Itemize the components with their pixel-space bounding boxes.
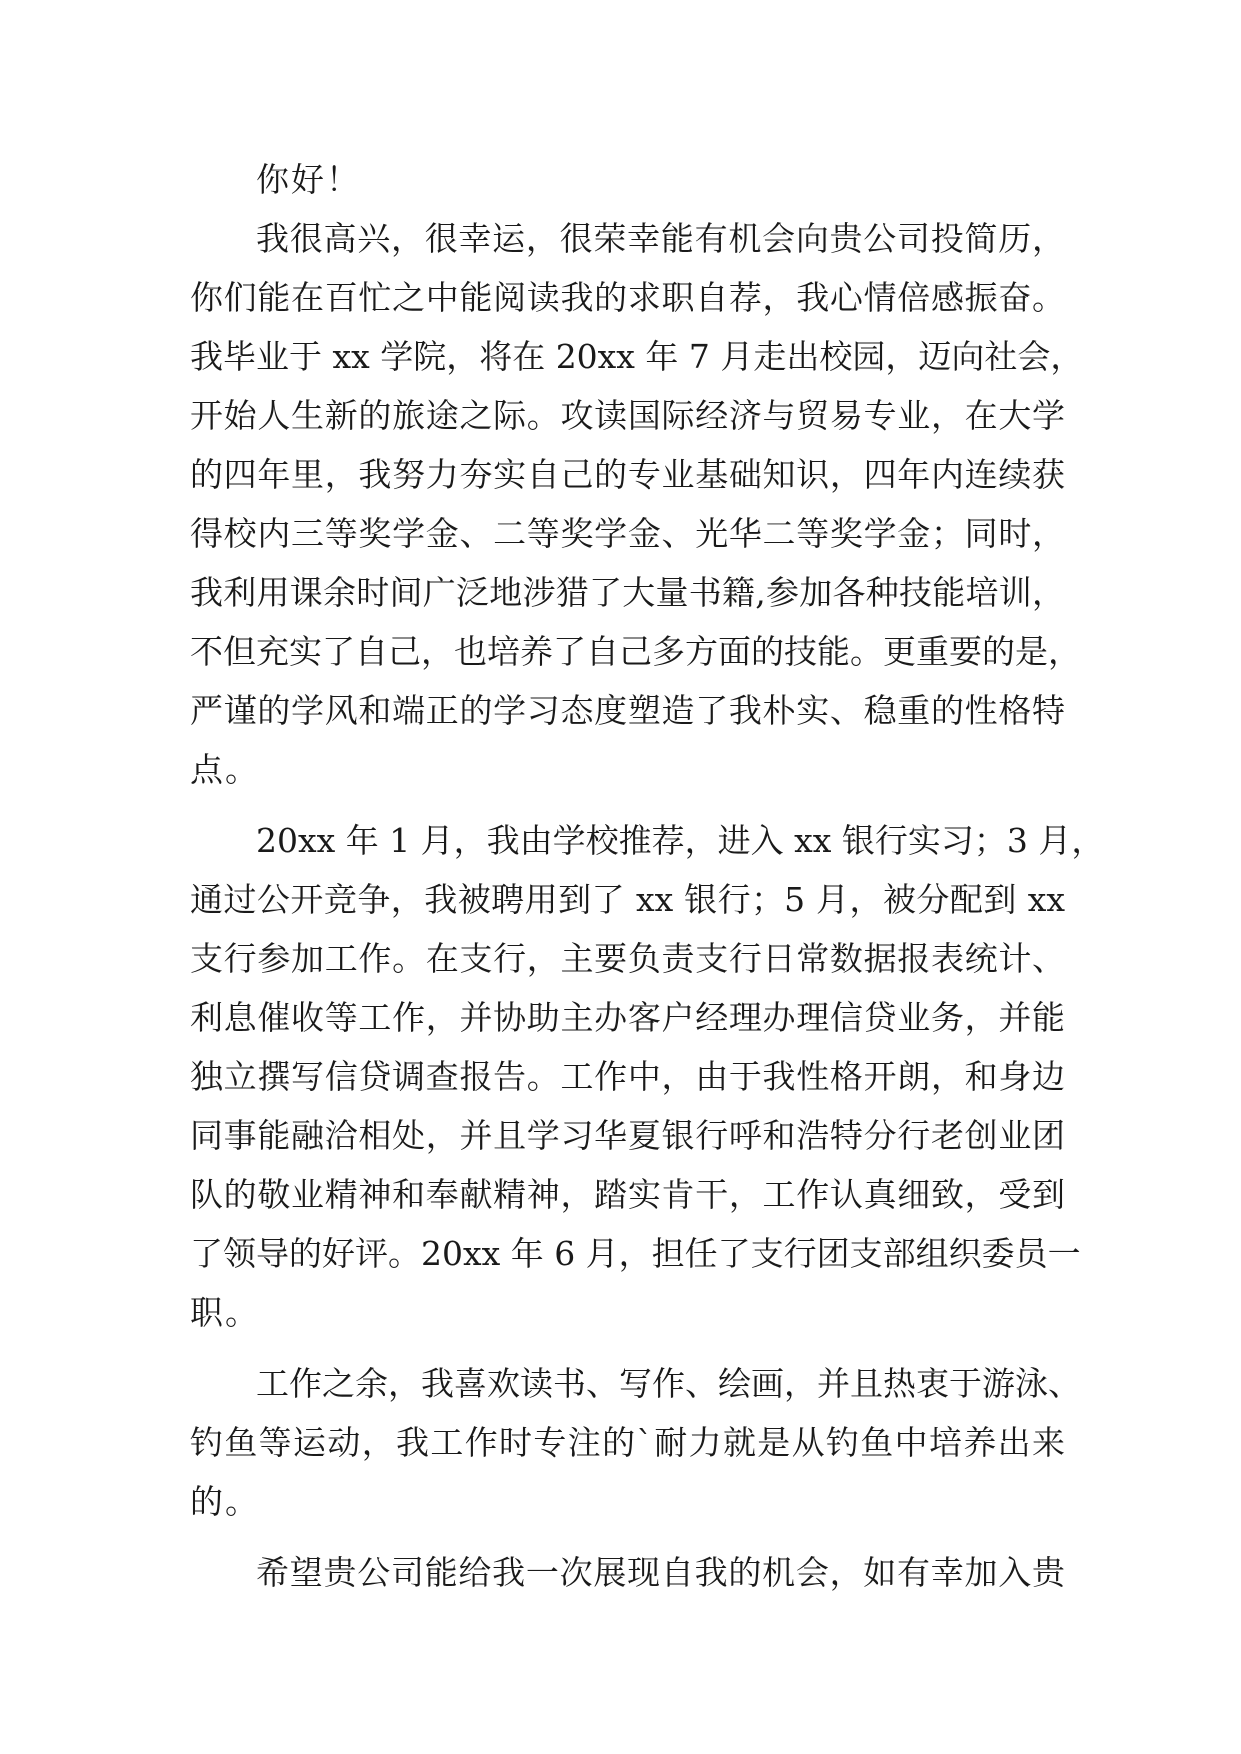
text-line: 不但充实了自己，也培养了自己多方面的技能。更重要的是，	[190, 632, 1081, 671]
text-line: 的四年里，我努力夯实自己的专业基础知识，四年内连续获	[190, 455, 1065, 494]
text-line: 开始人生新的旅途之际。攻读国际经济与贸易专业，在大学	[190, 396, 1065, 435]
text-line: 工作之余，我喜欢读书、写作、绘画，并且热衷于游泳、	[256, 1364, 1081, 1403]
text-line: 的。	[190, 1482, 260, 1521]
text-line: 队的敬业精神和奉献精神，踏实肯干，工作认真细致，受到	[190, 1175, 1065, 1214]
text-line: 了领导的好评。20xx 年 6 月，担任了支行团支部组织委员一	[190, 1234, 1081, 1273]
text-line: 支行参加工作。在支行，主要负责支行日常数据报表统计、	[190, 939, 1065, 978]
paragraph-hobbies	[190, 1354, 1081, 1531]
text-line: 独立撰写信贷调查报告。工作中，由于我性格开朗，和身边	[190, 1057, 1065, 1096]
letter-body	[190, 150, 1105, 1602]
text-line: 严谨的学风和端正的学习态度塑造了我朴实、稳重的性格特	[190, 691, 1065, 730]
greeting: 你好！	[256, 160, 361, 199]
text-line: 希望贵公司能给我一次展现自我的机会，如有幸加入贵	[256, 1553, 1065, 1592]
text-line: 职。	[190, 1293, 260, 1332]
text-line: 你们能在百忙之中能阅读我的求职自荐，我心情倍感振奋。	[190, 278, 1065, 317]
text-line: 我很高兴，很幸运，很荣幸能有机会向贵公司投简历，	[256, 219, 1065, 258]
greeting-paragraph	[190, 150, 1065, 209]
text-line: 点。	[190, 750, 260, 789]
text-line: 得校内三等奖学金、二等奖学金、光华二等奖学金；同时，	[190, 514, 1065, 553]
paragraph-work-experience	[190, 811, 1105, 1342]
text-line: 同事能融洽相处，并且学习华夏银行呼和浩特分行老创业团	[190, 1116, 1065, 1155]
text-line: 我毕业于 xx 学院，将在 20xx 年 7 月走出校园，迈向社会，	[190, 337, 1084, 376]
text-line: 通过公开竞争，我被聘用到了 xx 银行；5 月，被分配到 xx	[190, 880, 1065, 919]
text-line: 利息催收等工作，并协助主办客户经理办理信贷业务，并能	[190, 998, 1065, 1037]
paragraph-intro	[190, 209, 1084, 799]
paragraph-closing	[190, 1543, 1065, 1602]
text-line: 钓鱼等运动，我工作时专注的`耐力就是从钓鱼中培养出来	[190, 1423, 1065, 1462]
text-line: 20xx 年 1 月，我由学校推荐，进入 xx 银行实习；3 月，	[256, 821, 1105, 860]
text-line: 我利用课余时间广泛地涉猎了大量书籍,参加各种技能培训，	[190, 573, 1065, 612]
